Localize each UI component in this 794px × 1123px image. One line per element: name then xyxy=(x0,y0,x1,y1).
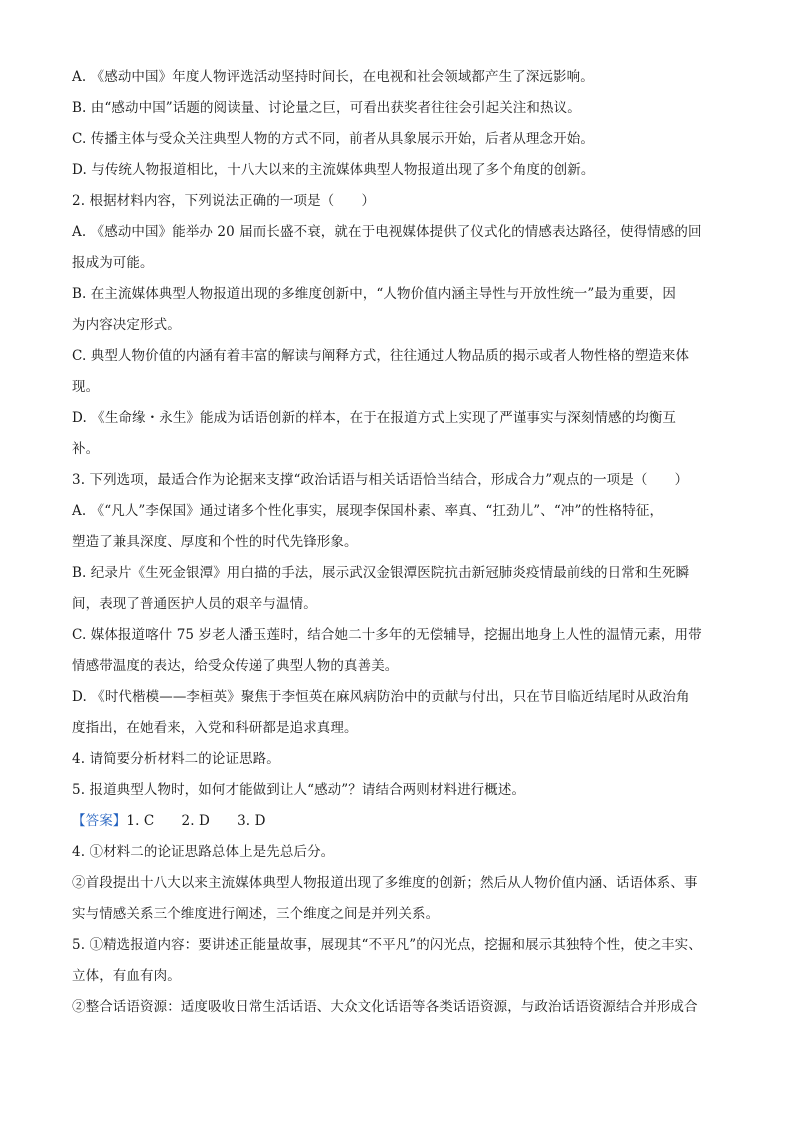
answer-line xyxy=(72,806,724,837)
option-d-q1: D. 与传统人物报道相比，十八大以来的主流媒体典型人物报道出现了多个角度的创新。 xyxy=(72,162,595,178)
answer-5-point1-line1: 5. ①精选报道内容：要讲述正能量故事，展现其“不平凡”的闪光点，挖掘和展示其独特个性，使之丰实、 xyxy=(72,937,702,953)
answer-4-detail-line2: 实与情感关系三个维度进行阐述，三个维度之间是并列关系。 xyxy=(72,906,440,922)
answer-4-summary: 4. ①材料二的论证思路总体上是先总后分。 xyxy=(72,844,335,860)
option-c-q2-line1: C. 典型人物价值的内涵有着丰富的解读与阐释方式，往往通过人物品质的揭示或者人物性格的塑造来体 xyxy=(72,348,690,364)
answer-choices: 1. C 2. D 3. D xyxy=(126,813,266,829)
option-c-q2-line2: 现。 xyxy=(72,379,100,395)
option-d-q3-line2: 度指出，在她看来，入党和科研都是追求真理。 xyxy=(72,720,358,736)
option-b-q2-line2: 为内容决定形式。 xyxy=(72,317,181,333)
answer-4-detail-line1: ②首段提出十八大以来主流媒体典型人物报道出现了多维度的创新；然后从人物价值内涵、话语体系、事 xyxy=(72,875,698,891)
option-a-q1: A. 《感动中国》年度人物评选活动坚持时间长，在电视和社会领域都产生了深远影响。 xyxy=(72,69,594,85)
question-2: 2. 根据材料内容，下列说法正确的一项是（ ） xyxy=(72,193,376,209)
answer-5-point2-line1: ②整合话语资源：适度吸收日常生活话语、大众文化话语等各类话语资源，与政治话语资源结合并形成合 xyxy=(72,999,698,1015)
answer-tag: 【答案】 xyxy=(72,813,127,829)
option-b-q2-line1: B. 在主流媒体典型人物报道出现的多维度创新中，“人物价值内涵主导性与开放性统一”最为重要，因 xyxy=(72,286,677,302)
option-d-q3-line1: D. 《时代楷模——李桓英》聚焦于李恒英在麻风病防治中的贡献与付出，只在节目临近结尾时从政治角 xyxy=(72,689,690,705)
option-c-q1: C. 传播主体与受众关注典型人物的方式不同，前者从具象展示开始，后者从理念开始。 xyxy=(72,131,594,147)
question-5: 5. 报道典型人物时，如何才能做到让人“感动”？请结合两则材料进行概述。 xyxy=(72,782,526,798)
option-b-q3-line1: B. 纪录片《生死金银潭》用白描的手法，展示武汉金银潭医院抗击新冠肺炎疫情最前线的日常和生死瞬 xyxy=(72,565,690,581)
document-page xyxy=(72,62,724,1023)
answer-5-point1-line2: 立体，有血有肉。 xyxy=(72,968,181,984)
option-a-q3-line2: 塑造了兼具深度、厚度和个性的时代先锋形象。 xyxy=(72,534,358,550)
option-d-q2-line2: 补。 xyxy=(72,441,100,457)
option-c-q3-line2: 情感带温度的表达，给受众传递了典型人物的真善美。 xyxy=(72,658,399,674)
option-a-q2-line1: A. 《感动中国》能举办 20 届而长盛不衰，就在于电视媒体提供了仪式化的情感表达路径，使得情感的回 xyxy=(72,224,702,240)
option-d-q2-line1: D. 《生命缘・永生》能成为话语创新的样本，在于在报道方式上实现了严谨事实与深刻情感的均衡互 xyxy=(72,410,677,426)
option-b-q1: B. 由“感动中国”话题的阅读量、讨论量之巨，可看出获奖者往往会引起关注和热议。 xyxy=(72,100,581,116)
question-3: 3. 下列选项，最适合作为论据来支撑“政治话语与相关话语恰当结合，形成合力”观点的一项是（ ） xyxy=(72,472,689,488)
option-a-q3-line1: A. 《“凡人”李保国》通过诸多个性化事实，展现李保国朴素、率真、“扛劲儿”、“冲”的性格特征， xyxy=(72,503,664,519)
question-4: 4. 请简要分析材料二的论证思路。 xyxy=(72,751,280,767)
option-b-q3-line2: 间，表现了普通医护人员的艰辛与温情。 xyxy=(72,596,317,612)
option-a-q2-line2: 报成为可能。 xyxy=(72,255,154,271)
option-c-q3-line1: C. 媒体报道喀什 75 岁老人潘玉莲时，结合她二十多年的无偿辅导，挖掘出地身上人性的温情元素，用带 xyxy=(72,627,702,643)
